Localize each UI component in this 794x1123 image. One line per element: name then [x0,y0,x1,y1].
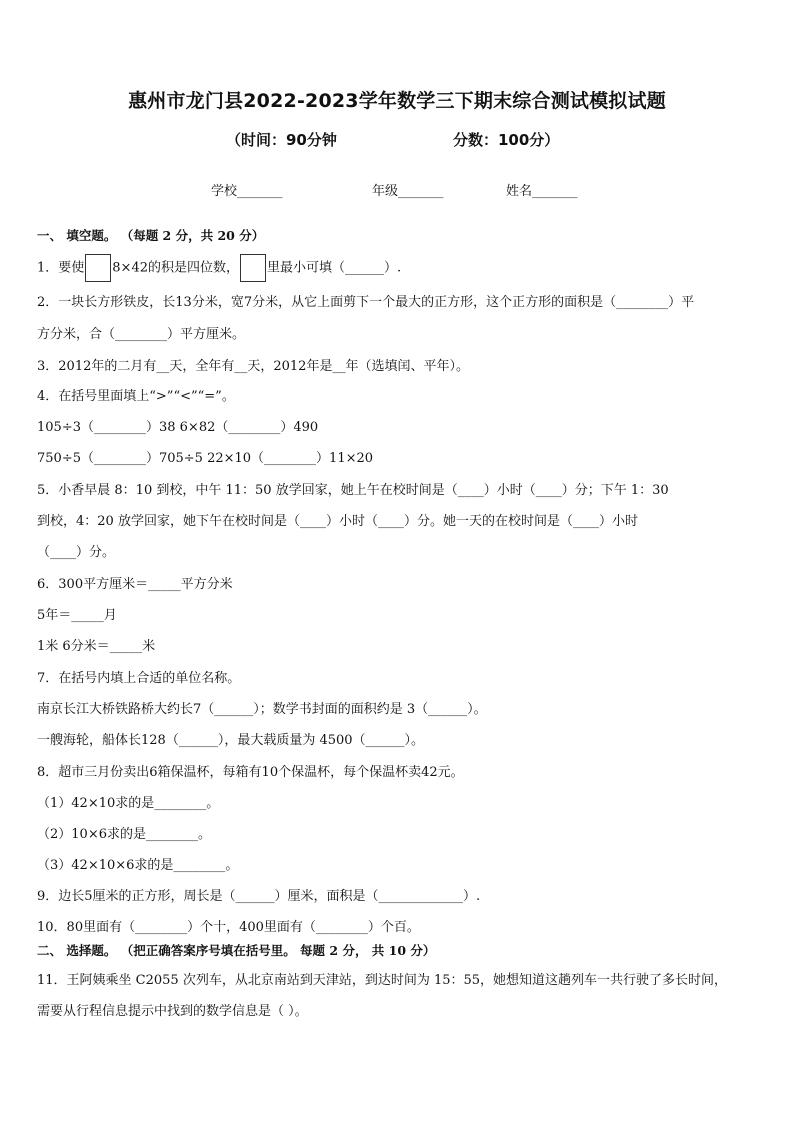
q1-text-b: 8×42的积是四位数， [112,260,239,276]
question-3: 3．2012年的二月有__天，全年有__天，2012年是__年（选填闰、平年）。 [37,359,469,374]
exam-time: （时间：90分钟 [226,131,337,149]
question-5-line-3: （____）分。 [37,545,116,560]
answer-box [85,254,111,282]
q1-text-a: 1．要使 [37,260,85,276]
page-title: 惠州市龙门县2022-2023学年数学三下期末综合测试模拟试题 [128,90,666,112]
question-11-line-2: 需要从行程信息提示中找到的数学信息是（ ）。 [37,1004,308,1019]
question-6-line-3: 1米 6分米＝_____米 [37,639,156,654]
question-5-line-1: 5．小香早晨 8：10 到校，中午 11：50 放学回家，她上午在校时间是（____）小时（____）分；下午 1：30 [37,483,669,498]
question-6-line-2: 5年＝_____月 [37,608,117,623]
question-7-line-2: 一艘海轮，船体长128（______），最大载质量为 4500（______）。 [37,733,425,748]
question-4-stem: 4．在括号里面填上“>”“<”“=”。 [37,389,235,404]
question-7-stem: 7．在括号内填上合适的单位名称。 [37,671,241,686]
question-1 [37,254,401,282]
question-9: 9．边长5厘米的正方形，周长是（______）厘米，面积是（_____________）. [37,889,481,904]
question-8-part-2: （2）10×6求的是________。 [37,827,211,842]
question-7-line-1: 南京长江大桥铁路桥大约长7（______）；数学书封面的面积约是 3（______）。 [37,702,487,717]
question-4-row-2: 750÷5（________）705÷5 22×10（________）11×20 [37,451,374,466]
school-field: 学校_______ [211,184,283,199]
question-8-part-3: （3）42×10×6求的是________。 [37,858,239,873]
question-8-stem: 8．超市三月份卖出6箱保温杯，每箱有10个保温杯，每个保温杯卖42元。 [37,765,464,780]
grade-field: 年级_______ [372,184,444,199]
section-1-heading: 一、 填空题。 （每题 2 分，共 20 分） [37,228,265,243]
q1-text-c: 里最小可填（______）. [267,260,402,276]
question-2-line-1: 2．一块长方形铁皮，长13分米，宽7分米，从它上面剪下一个最大的正方形，这个正方形的面积是（________）平 [37,295,695,310]
name-field: 姓名_______ [506,184,578,199]
question-2-line-2: 方分米，合（________）平方厘米。 [37,327,246,342]
question-8-part-1: （1）42×10求的是________。 [37,796,220,811]
question-5-line-2: 到校，4：20 放学回家，她下午在校时间是（____）小时（____）分。她一天的在校时间是（____）小时 [37,514,638,529]
question-10: 10．80里面有（________）个十，400里面有（________）个百。 [37,920,420,935]
question-11-line-1: 11．王阿姨乘坐 C2055 次列车，从北京南站到天津站，到达时间为 15：55，她想知道这趟列车一共行驶了多长时间， [37,973,728,988]
section-2-heading: 二、 选择题。 （把正确答案序号填在括号里。 每题 2 分， 共 10 分） [37,943,436,958]
question-4-row-1: 105÷3（________）38 6×82（________）490 [37,420,319,435]
answer-box [240,254,266,282]
exam-score: 分数：100分） [453,131,560,149]
question-6-line-1: 6．300平方厘米＝_____平方分米 [37,577,233,592]
